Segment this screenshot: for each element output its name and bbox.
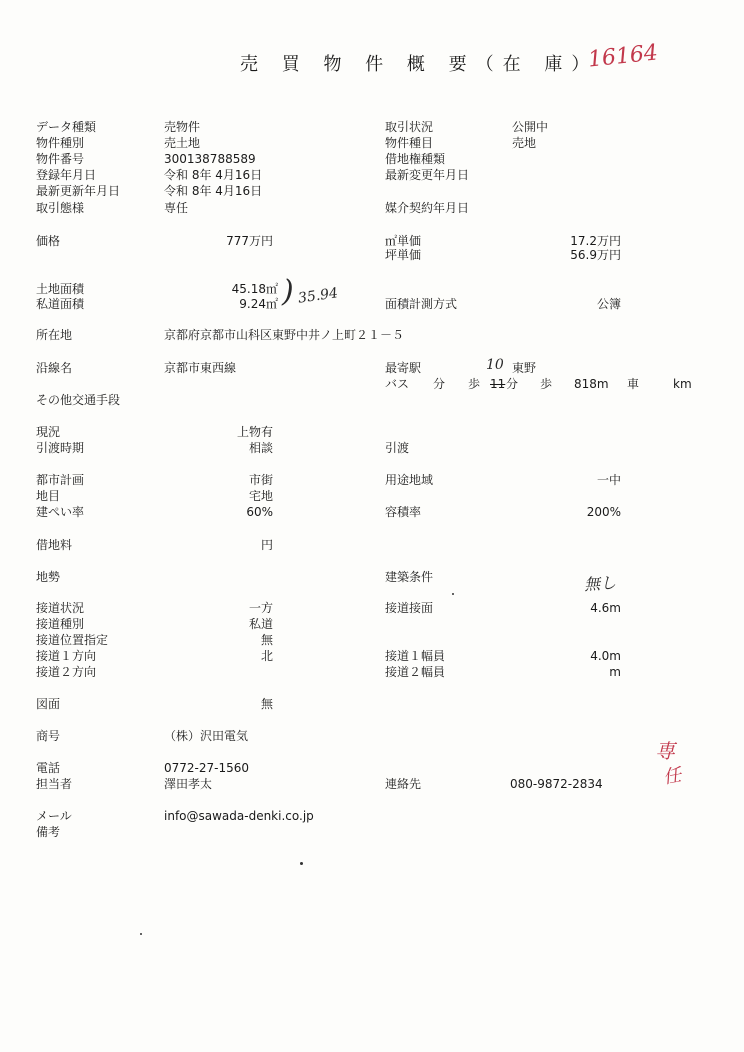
- value-land-area: 45.18㎡: [231, 282, 278, 296]
- label-ground-rent: 借地料: [36, 538, 73, 552]
- access-bus-min: 分: [433, 377, 446, 391]
- value-road-status: 一方: [248, 601, 273, 615]
- scan-speck: [452, 593, 454, 595]
- value-contact: 080-9872-2834: [510, 777, 603, 791]
- value-property-no: 300138788589: [164, 152, 256, 166]
- value-registered: 令和 8年 4月16日: [164, 168, 263, 182]
- value-trade-mode: 専任: [164, 201, 189, 215]
- value-road2-width: m: [609, 665, 621, 679]
- label-sqm-price: ㎡単価: [385, 234, 422, 248]
- value-phone: 0772-27-1560: [164, 761, 250, 775]
- label-remarks: 備考: [36, 825, 61, 839]
- label-property-item: 物件種目: [385, 136, 434, 150]
- label-use-zone: 用途地域: [385, 473, 434, 487]
- handwritten-bracket: ): [282, 274, 294, 309]
- label-brokerage-date: 媒介契約年月日: [385, 201, 470, 215]
- label-data-type: データ種類: [36, 120, 97, 134]
- access-distance: 818m: [574, 377, 609, 391]
- scan-speck: [300, 862, 303, 865]
- label-leasehold-type: 借地権種類: [385, 152, 446, 166]
- value-property-item: 売地: [512, 136, 537, 150]
- label-city-planning: 都市計画: [36, 473, 85, 487]
- value-area-method: 公簿: [596, 297, 621, 311]
- value-location: 京都府京都市山科区東野中井ノ上町２１－５: [164, 328, 405, 342]
- value-tsubo-price: 56.9万円: [570, 248, 621, 262]
- value-use-zone: 一中: [596, 473, 621, 487]
- label-road-position: 接道位置指定: [36, 633, 109, 647]
- label-other-transport: その他交通手段: [36, 393, 121, 407]
- value-mail: info@sawada-denki.co.jp: [164, 809, 314, 823]
- handwritten-station-minutes: 10: [486, 357, 504, 373]
- label-road-type: 接道種別: [36, 617, 85, 631]
- value-current-status: 上物有: [236, 425, 273, 439]
- value-updated: 令和 8年 4月16日: [164, 184, 263, 198]
- value-road1-dir: 北: [260, 649, 273, 663]
- access-km: km: [673, 377, 692, 391]
- value-city-planning: 市街: [248, 473, 273, 487]
- label-phone: 電話: [36, 761, 61, 775]
- value-trade-name: （株）沢田電気: [164, 729, 249, 743]
- label-road-status: 接道状況: [36, 601, 85, 615]
- label-road1-width: 接道１幅員: [385, 649, 446, 663]
- label-updated: 最新更新年月日: [36, 184, 121, 198]
- label-current-status: 現況: [36, 425, 61, 439]
- value-person: 澤田孝太: [164, 777, 213, 791]
- label-registered: 登録年月日: [36, 168, 97, 182]
- value-road-position: 無: [260, 633, 273, 647]
- label-road2-width: 接道２幅員: [385, 665, 446, 679]
- label-road1-dir: 接道１方向: [36, 649, 97, 663]
- label-trade-name: 商号: [36, 729, 61, 743]
- label-line: 沿線名: [36, 361, 73, 375]
- label-land-area: 土地面積: [36, 282, 85, 296]
- label-location: 所在地: [36, 328, 73, 342]
- page-title: 売 買 物 件 概 要（在 庫）: [240, 54, 599, 75]
- value-road-type: 私道: [248, 617, 273, 631]
- value-handover-time: 相談: [248, 441, 273, 455]
- label-road-frontage: 接道接面: [385, 601, 434, 615]
- access-walk-min: 分: [506, 377, 519, 391]
- access-car: 車: [627, 377, 640, 391]
- access-bus: バス: [385, 377, 410, 391]
- label-contact: 連絡先: [385, 777, 422, 791]
- value-road-frontage: 4.6m: [590, 601, 621, 615]
- value-land-category: 宅地: [248, 489, 273, 503]
- handwritten-condition: 無し: [583, 572, 617, 595]
- label-floor-ratio: 容積率: [385, 505, 422, 519]
- label-handover-time: 引渡時期: [36, 441, 85, 455]
- label-road2-dir: 接道２方向: [36, 665, 97, 679]
- value-sqm-price: 17.2万円: [570, 234, 621, 248]
- value-price: 777万円: [226, 234, 273, 248]
- value-trade-status: 公開中: [512, 120, 549, 134]
- value-road1-width: 4.0m: [590, 649, 621, 663]
- value-ground-rent: 円: [260, 538, 273, 552]
- handwritten-exclusive-top: 専: [655, 739, 675, 763]
- handwritten-number: 16164: [586, 40, 660, 73]
- value-data-type: 売物件: [164, 120, 201, 134]
- label-property-no: 物件番号: [36, 152, 85, 166]
- label-drawing: 図面: [36, 697, 61, 711]
- handwritten-exclusive-bottom: 任: [661, 764, 683, 789]
- scan-speck: [140, 933, 142, 935]
- label-trade-status: 取引状況: [385, 120, 434, 134]
- label-nearest-station: 最寄駅: [385, 361, 422, 375]
- value-line: 京都市東西線: [164, 361, 237, 375]
- label-land-category: 地目: [36, 489, 61, 503]
- access-walk-min-struck: 11: [490, 377, 506, 391]
- label-changed: 最新変更年月日: [385, 168, 470, 182]
- value-property-type: 売土地: [164, 136, 201, 150]
- label-property-type: 物件種別: [36, 136, 85, 150]
- label-handover: 引渡: [385, 441, 410, 455]
- access-bus-walk: 歩: [468, 377, 481, 391]
- label-price: 価格: [36, 234, 61, 248]
- label-building-conditions: 建築条件: [385, 570, 434, 584]
- label-area-method: 面積計測方式: [385, 297, 458, 311]
- label-tsubo-price: 坪単価: [385, 248, 422, 262]
- value-private-road-area: 9.24㎡: [239, 297, 278, 311]
- label-terrain: 地勢: [36, 570, 61, 584]
- value-drawing: 無: [260, 697, 273, 711]
- label-trade-mode: 取引態様: [36, 201, 85, 215]
- label-coverage: 建ぺい率: [36, 505, 85, 519]
- label-person: 担当者: [36, 777, 73, 791]
- value-floor-ratio: 200%: [586, 505, 621, 519]
- value-coverage: 60%: [246, 505, 273, 519]
- handwritten-area-sum: 35.94: [297, 285, 340, 307]
- access-walk: 歩: [540, 377, 553, 391]
- value-nearest-station: 東野: [512, 361, 537, 375]
- label-private-road-area: 私道面積: [36, 297, 85, 311]
- label-mail: メール: [36, 809, 72, 823]
